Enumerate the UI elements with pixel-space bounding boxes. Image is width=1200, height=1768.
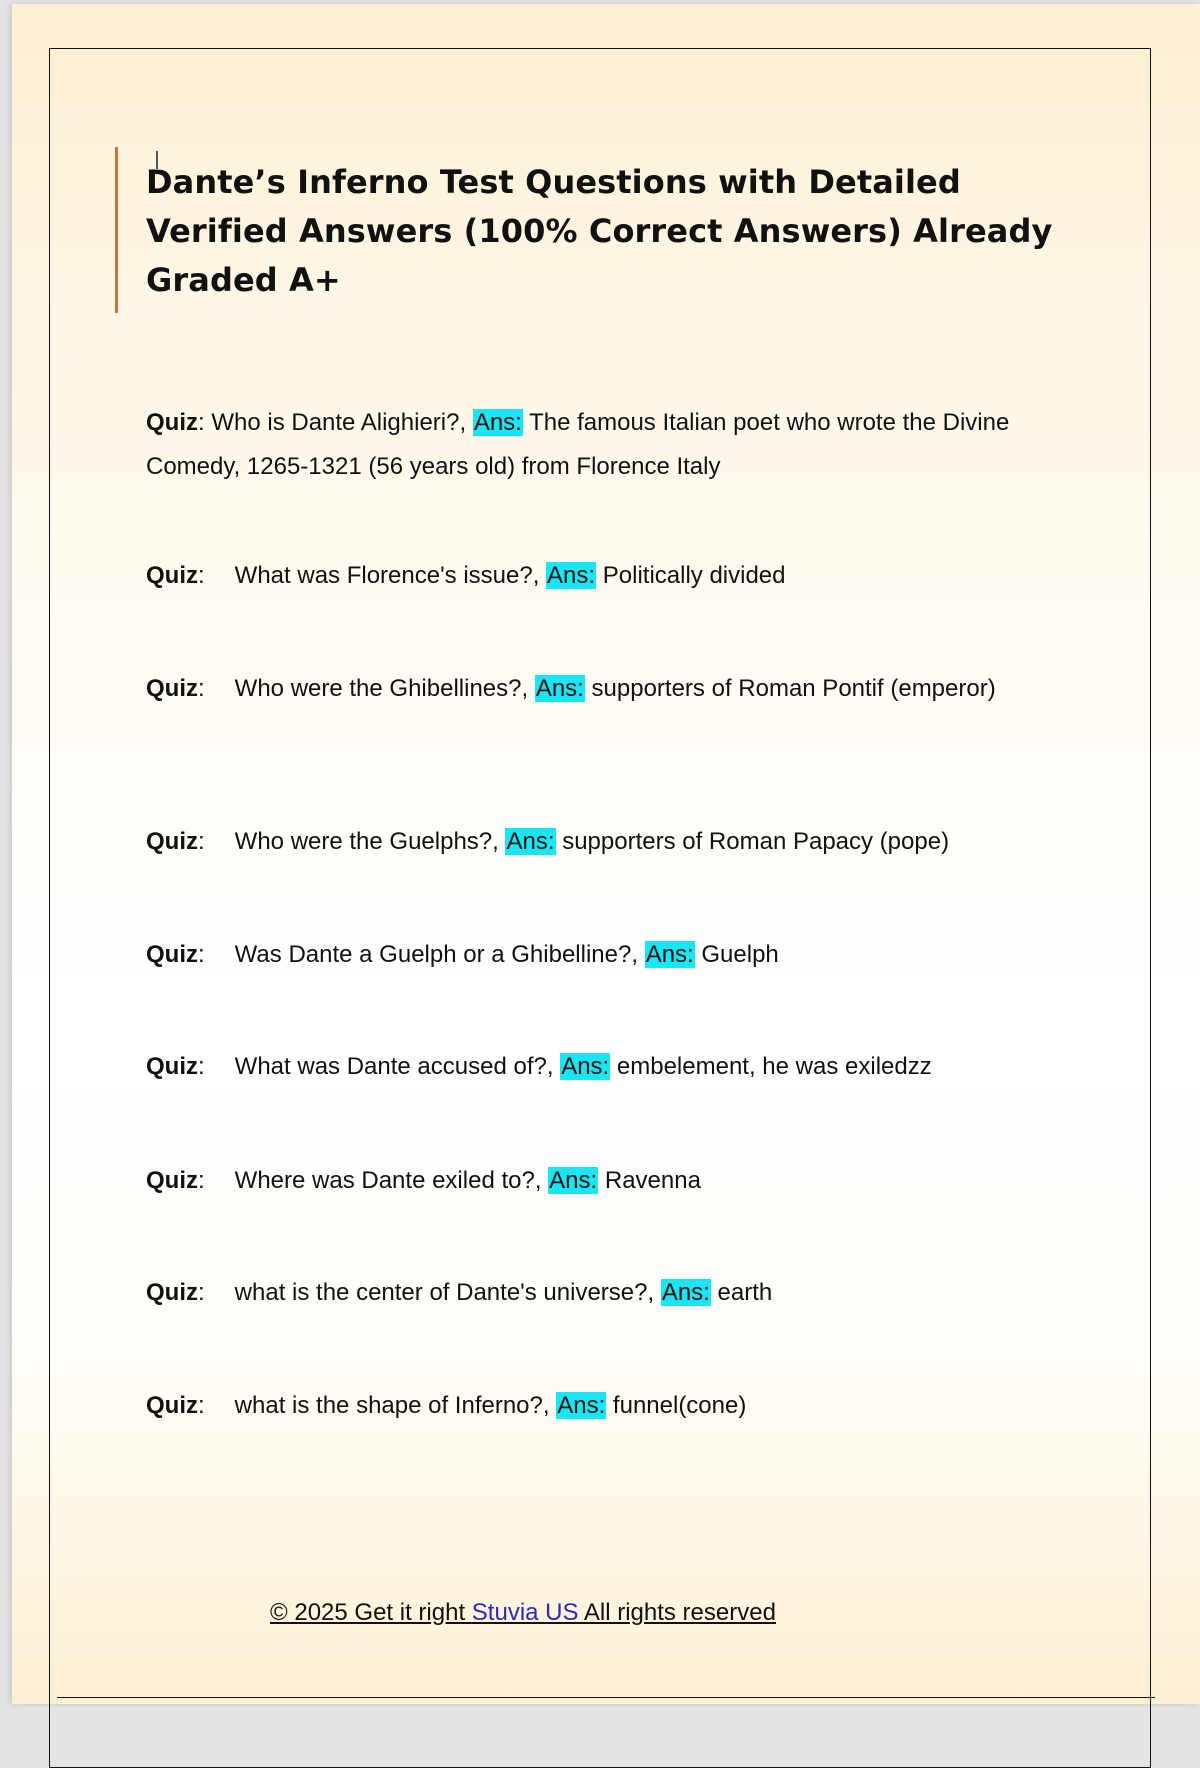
quiz-question: Where was Dante exiled to?, bbox=[234, 1167, 542, 1194]
brand-link[interactable]: Stuvia US bbox=[471, 1599, 579, 1626]
quiz-item-4: Quiz: Who were the Guelphs?, Ans: supporters of Roman Papacy (pope) bbox=[146, 828, 950, 855]
document-page bbox=[12, 4, 1200, 1704]
quiz-item-7: Quiz: Where was Dante exiled to?, Ans: Ravenna bbox=[146, 1167, 701, 1194]
quiz-item-6: Quiz: What was Dante accused of?, Ans: embelement, he was exiledzz bbox=[146, 1053, 932, 1080]
quiz-item-2: Quiz: What was Florence's issue?, Ans: Politically divided bbox=[146, 562, 786, 589]
quiz-item-3: Quiz: Who were the Ghibellines?, Ans: supporters of Roman Pontif (emperor) bbox=[146, 675, 996, 702]
quiz-answer: earth bbox=[717, 1279, 773, 1306]
quiz-answer: supporters of Roman Papacy (pope) bbox=[562, 828, 950, 855]
quiz-answer: embelement, he was exiledzz bbox=[616, 1053, 932, 1080]
copyright-footer bbox=[270, 1597, 776, 1629]
quiz-item-9: Quiz: what is the shape of Inferno?, Ans: funnel(cone) bbox=[146, 1392, 747, 1419]
quiz-item-8: Quiz: what is the center of Dante's universe?, Ans: earth bbox=[146, 1279, 773, 1306]
quiz-label: Quiz bbox=[146, 409, 198, 436]
answer-label: Ans: bbox=[547, 562, 596, 589]
quiz-label: Quiz bbox=[146, 828, 198, 855]
quiz-label: Quiz bbox=[146, 1279, 198, 1306]
quiz-question: What was Dante accused of?, bbox=[234, 1053, 554, 1080]
quiz-answer: Politically divided bbox=[602, 562, 786, 589]
answer-label: Ans: bbox=[561, 1053, 610, 1080]
quiz-answer: The famous Italian poet who wrote the Divine Comedy, 1265-1321 (56 years old) from Florence Italy bbox=[146, 409, 1010, 480]
quiz-label: Quiz bbox=[146, 1167, 198, 1194]
answer-label: Ans: bbox=[549, 1167, 598, 1194]
page-bottom-rule bbox=[57, 1697, 1155, 1698]
answer-label: Ans: bbox=[661, 1279, 710, 1306]
quiz-label: Quiz bbox=[146, 675, 198, 702]
title-accent-bar bbox=[115, 147, 118, 313]
quiz-question: what is the shape of Inferno?, bbox=[234, 1392, 550, 1419]
answer-label: Ans: bbox=[535, 675, 584, 702]
answer-label: Ans: bbox=[506, 828, 555, 855]
quiz-label: Quiz bbox=[146, 1392, 198, 1419]
quiz-question: Who were the Ghibellines?, bbox=[234, 675, 529, 702]
quiz-answer: Guelph bbox=[701, 941, 779, 968]
footer-suffix: All rights reserved bbox=[578, 1599, 776, 1626]
answer-label: Ans: bbox=[473, 409, 522, 436]
quiz-question: Who were the Guelphs?, bbox=[234, 828, 499, 855]
quiz-answer: Ravenna bbox=[604, 1167, 701, 1194]
quiz-answer: supporters of Roman Pontif (emperor) bbox=[591, 675, 996, 702]
page-border bbox=[49, 48, 1151, 1768]
quiz-label: Quiz bbox=[146, 941, 198, 968]
quiz-question: Was Dante a Guelph or a Ghibelline?, bbox=[234, 941, 639, 968]
quiz-answer: funnel(cone) bbox=[612, 1392, 747, 1419]
quiz-question: Who is Dante Alighieri?, bbox=[211, 409, 467, 436]
quiz-label: Quiz bbox=[146, 1053, 198, 1080]
quiz-question: What was Florence's issue?, bbox=[234, 562, 540, 589]
quiz-question: what is the center of Dante's universe?, bbox=[234, 1279, 655, 1306]
quiz-label: Quiz bbox=[146, 562, 198, 589]
quiz-item-5: Quiz: Was Dante a Guelph or a Ghibelline?, Ans: Guelph bbox=[146, 941, 779, 968]
answer-label: Ans: bbox=[645, 941, 694, 968]
quiz-item-1: Quiz: Who is Dante Alighieri?, Ans: The famous Italian poet who wrote the Divine Comedy, 1265-1321 (56 years old) from Florence Italy bbox=[146, 409, 1010, 480]
answer-label: Ans: bbox=[557, 1392, 606, 1419]
footer-prefix: © 2025 Get it right bbox=[270, 1599, 472, 1626]
document-title: Dante’s Inferno Test Questions with Detailed Verified Answers (100% Correct Answers) Already Graded A+ bbox=[146, 163, 1053, 299]
